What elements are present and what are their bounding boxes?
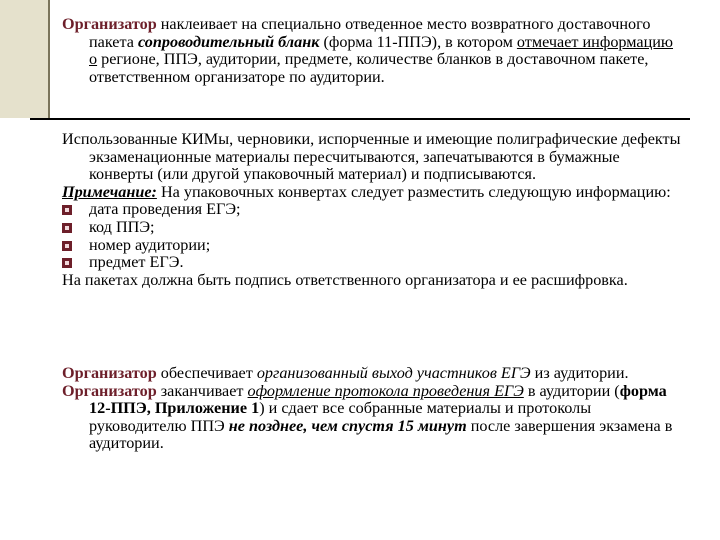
list-item-text: предмет ЕГЭ. (89, 253, 184, 272)
paragraph-materials: Использованные КИМы, черновики, испорченные и имеющие полиграфические дефекты экзаменационные материалы пересчитываются, запечатываются в бумажные конверты (или другой упаковочный материал) и подписываются. (62, 130, 681, 184)
note-label: Примечание: (62, 182, 157, 201)
text-run: ) и сдает все собранные материалы и протоколы руководителю ППЭ (89, 399, 592, 435)
list-item (62, 254, 682, 272)
text-run: (форма 11-ППЭ), в котором (319, 32, 517, 51)
underlined-text: отмечает информацию о (89, 32, 674, 69)
paragraph-sticker (62, 16, 682, 86)
text-run: наклеивает на специально отведенное место возвратного доставочного пакета (89, 15, 651, 51)
organizer-label: Организатор (62, 381, 157, 400)
list-item (62, 219, 682, 237)
paragraph-protocol (62, 383, 682, 453)
checkbox-bullet-icon (62, 258, 72, 268)
middle-text-block (62, 131, 682, 289)
organizer-label: Организатор (62, 15, 157, 33)
decorative-corner-line (48, 0, 50, 118)
bold-text: форма 12-ППЭ, Приложение 1 (89, 381, 667, 418)
text-run: в аудитории ( (523, 381, 620, 400)
paragraph-note (62, 184, 682, 202)
upper-text-block (62, 16, 682, 86)
checkbox-bullet-icon (62, 205, 72, 215)
list-item (62, 237, 682, 255)
organizer-label: Организатор (62, 364, 157, 382)
checkbox-bullet-icon (62, 241, 72, 251)
lower-text-block (62, 365, 682, 453)
emphasis-text: организованный выход участников ЕГЭ (256, 364, 531, 382)
list-item-text: код ППЭ; (89, 217, 155, 236)
bullet-list (62, 201, 682, 271)
deadline-text: не позднее, чем спустя 15 минут (228, 416, 467, 435)
list-item-text: номер аудитории; (89, 235, 211, 254)
text-run: обеспечивает (156, 364, 257, 382)
list-item (62, 201, 682, 219)
list-item-text: дата проведения ЕГЭ; (89, 200, 241, 219)
paragraph-signature: На пакетах должна быть подпись ответственного организатора и ее расшифровка. (62, 270, 628, 289)
text-run: из аудитории. (530, 364, 629, 382)
underlined-emphasis-text: оформление протокола проведения ЕГЭ (247, 381, 524, 400)
decorative-corner-bar (0, 0, 48, 118)
horizontal-divider (30, 118, 690, 120)
checkbox-bullet-icon (62, 223, 72, 233)
note-text: На упаковочных конвертах следует разместить следующую информацию: (156, 182, 671, 201)
text-run: регионе, ППЭ, аудитории, предмете, количестве бланков в доставочном пакете, ответственном организаторе по аудитории. (89, 50, 649, 86)
text-run: после завершения экзамена в аудитории. (89, 416, 673, 453)
emphasis-text: сопроводительный бланк (138, 32, 320, 51)
text-run: заканчивает (156, 381, 248, 400)
paragraph-exit (62, 365, 682, 383)
